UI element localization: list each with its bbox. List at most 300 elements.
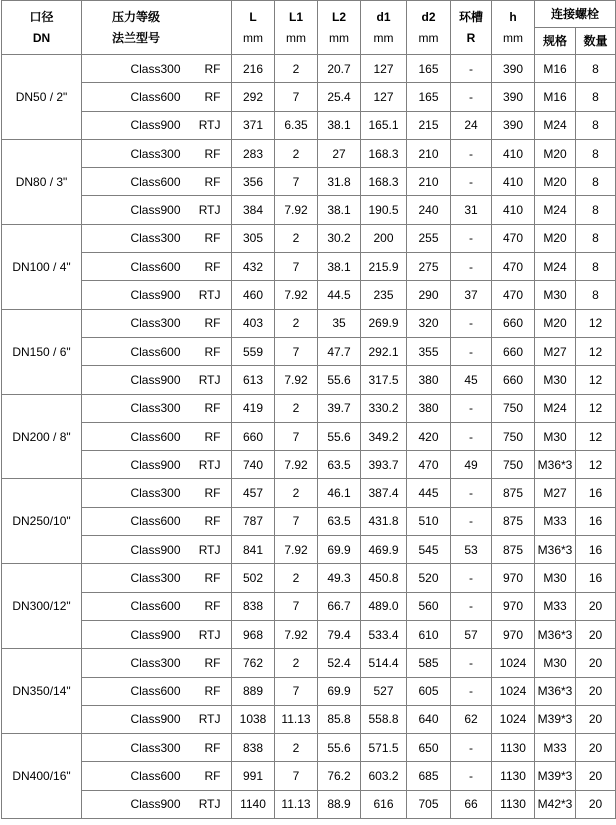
table-row [2, 309, 616, 337]
table-row [2, 507, 616, 535]
cell-bolt: M36*3 [535, 677, 576, 705]
header-h [492, 1, 535, 55]
flange-type: RF [204, 740, 221, 755]
cell-r: 53 [451, 536, 492, 564]
header-bolt: 连接螺栓 [535, 1, 616, 28]
cell-h: 1024 [492, 649, 535, 677]
cell-h: 470 [492, 253, 535, 281]
cell-qty: 12 [576, 422, 616, 450]
cell-bolt: M42*3 [535, 790, 576, 818]
cell-d2: 510 [407, 507, 451, 535]
cell-h: 875 [492, 479, 535, 507]
cell-d2: 215 [407, 111, 451, 139]
table-body [2, 55, 616, 819]
cell-d1: 489.0 [361, 592, 407, 620]
cell-bolt: M39*3 [535, 705, 576, 733]
cell-d2: 650 [407, 734, 451, 762]
pressure-class: Class600 [130, 684, 181, 699]
cell-h: 875 [492, 536, 535, 564]
cell-h: 470 [492, 224, 535, 252]
cell-d1: 558.8 [361, 705, 407, 733]
cell-r: 37 [451, 281, 492, 309]
cell-h: 750 [492, 451, 535, 479]
cell-d2: 605 [407, 677, 451, 705]
cell-d2: 705 [407, 790, 451, 818]
header-d2-label: d2 [421, 10, 436, 24]
table-row [2, 224, 616, 252]
dn-cell: DN400/16" [2, 734, 82, 819]
table-row [2, 677, 616, 705]
pressure-class: Class600 [130, 174, 181, 189]
header-ring [451, 1, 492, 55]
cell-d2: 165 [407, 55, 451, 83]
cell-l: 762 [232, 649, 275, 677]
cell-d1: 168.3 [361, 168, 407, 196]
cell-qty: 12 [576, 451, 616, 479]
table-row [2, 734, 616, 762]
header-h-unit: mm [503, 31, 523, 45]
cell-l2: 47.7 [318, 337, 361, 365]
cell-qty: 16 [576, 479, 616, 507]
cell-h: 1024 [492, 677, 535, 705]
cell-bolt: M36*3 [535, 536, 576, 564]
cell-r: - [451, 337, 492, 365]
flange-class-cell [82, 620, 232, 648]
cell-d1: 349.2 [361, 422, 407, 450]
cell-h: 470 [492, 281, 535, 309]
cell-h: 660 [492, 366, 535, 394]
table-row [2, 83, 616, 111]
cell-qty: 12 [576, 366, 616, 394]
pressure-class: Class900 [130, 288, 181, 303]
flange-class-cell [82, 677, 232, 705]
cell-l2: 69.9 [318, 536, 361, 564]
cell-l1: 2 [275, 564, 318, 592]
cell-h: 410 [492, 168, 535, 196]
cell-d2: 445 [407, 479, 451, 507]
table-row [2, 479, 616, 507]
cell-d1: 190.5 [361, 196, 407, 224]
cell-l2: 66.7 [318, 592, 361, 620]
pressure-class: Class300 [130, 61, 181, 76]
cell-l: 838 [232, 734, 275, 762]
pressure-class: Class600 [130, 344, 181, 359]
cell-qty: 20 [576, 705, 616, 733]
flange-class-cell [82, 253, 232, 281]
cell-d2: 320 [407, 309, 451, 337]
cell-l1: 6.35 [275, 111, 318, 139]
cell-r: 57 [451, 620, 492, 648]
flange-type: RTJ [198, 203, 221, 218]
cell-l1: 2 [275, 649, 318, 677]
cell-bolt: M36*3 [535, 451, 576, 479]
cell-d2: 545 [407, 536, 451, 564]
cell-l2: 76.2 [318, 762, 361, 790]
pressure-class: Class300 [130, 316, 181, 331]
cell-d2: 520 [407, 564, 451, 592]
cell-l2: 38.1 [318, 111, 361, 139]
flange-type: RTJ [198, 118, 221, 133]
cell-r: - [451, 55, 492, 83]
cell-l: 432 [232, 253, 275, 281]
header-L-unit: mm [243, 31, 263, 45]
cell-qty: 8 [576, 139, 616, 167]
cell-d2: 290 [407, 281, 451, 309]
cell-l: 502 [232, 564, 275, 592]
cell-r: 62 [451, 705, 492, 733]
cell-d1: 292.1 [361, 337, 407, 365]
pressure-class: Class600 [130, 769, 181, 784]
table-row [2, 139, 616, 167]
header-L1-unit: mm [286, 31, 306, 45]
cell-l2: 38.1 [318, 196, 361, 224]
dn-cell: DN350/14" [2, 649, 82, 734]
pressure-class: Class300 [130, 231, 181, 246]
cell-bolt: M20 [535, 309, 576, 337]
header-dn-label: 口径 [29, 10, 54, 24]
cell-r: - [451, 83, 492, 111]
cell-l: 838 [232, 592, 275, 620]
table-row [2, 592, 616, 620]
cell-l: 613 [232, 366, 275, 394]
cell-r: - [451, 479, 492, 507]
cell-r: - [451, 394, 492, 422]
flange-type: RF [204, 486, 221, 501]
header-dn [2, 1, 82, 55]
cell-l2: 55.6 [318, 366, 361, 394]
cell-l: 787 [232, 507, 275, 535]
pressure-class: Class300 [130, 740, 181, 755]
cell-l1: 2 [275, 734, 318, 762]
flange-class-cell [82, 111, 232, 139]
flange-type: RF [204, 259, 221, 274]
cell-d1: 317.5 [361, 366, 407, 394]
cell-l2: 49.3 [318, 564, 361, 592]
table-row [2, 422, 616, 450]
header-d1 [361, 1, 407, 55]
flange-type: RF [204, 769, 221, 784]
pressure-class: Class900 [130, 203, 181, 218]
cell-bolt: M27 [535, 479, 576, 507]
cell-qty: 8 [576, 55, 616, 83]
cell-d1: 469.9 [361, 536, 407, 564]
cell-l2: 31.8 [318, 168, 361, 196]
cell-bolt: M30 [535, 281, 576, 309]
flange-type: RTJ [198, 797, 221, 812]
dn-cell: DN200 / 8" [2, 394, 82, 479]
cell-r: 45 [451, 366, 492, 394]
table-row [2, 394, 616, 422]
pressure-class: Class600 [130, 599, 181, 614]
cell-h: 1024 [492, 705, 535, 733]
flange-type: RF [204, 146, 221, 161]
cell-r: - [451, 564, 492, 592]
flange-class-cell [82, 734, 232, 762]
cell-d2: 275 [407, 253, 451, 281]
table-row [2, 55, 616, 83]
table-row [2, 705, 616, 733]
cell-qty: 20 [576, 620, 616, 648]
cell-h: 875 [492, 507, 535, 535]
flange-class-cell [82, 705, 232, 733]
cell-qty: 8 [576, 253, 616, 281]
cell-l1: 7 [275, 422, 318, 450]
cell-h: 390 [492, 55, 535, 83]
header-L2-label: L2 [331, 10, 346, 24]
cell-bolt: M24 [535, 111, 576, 139]
cell-l2: 55.6 [318, 734, 361, 762]
cell-l2: 63.5 [318, 507, 361, 535]
cell-r: - [451, 507, 492, 535]
cell-qty: 8 [576, 168, 616, 196]
flange-class-cell [82, 507, 232, 535]
pressure-class: Class600 [130, 259, 181, 274]
cell-r: 49 [451, 451, 492, 479]
cell-l2: 27 [318, 139, 361, 167]
pressure-class: Class300 [130, 146, 181, 161]
cell-bolt: M20 [535, 224, 576, 252]
cell-d2: 380 [407, 394, 451, 422]
cell-d1: 450.8 [361, 564, 407, 592]
cell-d1: 431.8 [361, 507, 407, 535]
flange-type: RF [204, 514, 221, 529]
dn-cell: DN80 / 3" [2, 139, 82, 224]
cell-h: 1130 [492, 762, 535, 790]
cell-l1: 7 [275, 337, 318, 365]
table-row [2, 168, 616, 196]
cell-l2: 69.9 [318, 677, 361, 705]
cell-l1: 2 [275, 139, 318, 167]
cell-h: 410 [492, 139, 535, 167]
pressure-class: Class600 [130, 89, 181, 104]
cell-l: 356 [232, 168, 275, 196]
cell-r: - [451, 762, 492, 790]
header-h-label: h [509, 10, 517, 24]
cell-bolt: M30 [535, 422, 576, 450]
header-pressure-label: 压力等级 [112, 10, 161, 24]
cell-l: 991 [232, 762, 275, 790]
cell-l2: 38.1 [318, 253, 361, 281]
cell-l2: 88.9 [318, 790, 361, 818]
header-L1 [275, 1, 318, 55]
dn-cell: DN150 / 6" [2, 309, 82, 394]
cell-qty: 20 [576, 734, 616, 762]
cell-l1: 2 [275, 55, 318, 83]
flange-type: RF [204, 599, 221, 614]
cell-l2: 25.4 [318, 83, 361, 111]
cell-bolt: M30 [535, 564, 576, 592]
cell-l: 740 [232, 451, 275, 479]
cell-bolt: M20 [535, 139, 576, 167]
cell-h: 970 [492, 592, 535, 620]
cell-l1: 7.92 [275, 281, 318, 309]
cell-h: 390 [492, 111, 535, 139]
flange-class-cell [82, 196, 232, 224]
flange-class-cell [82, 394, 232, 422]
cell-h: 750 [492, 394, 535, 422]
cell-l: 419 [232, 394, 275, 422]
cell-l: 384 [232, 196, 275, 224]
cell-bolt: M36*3 [535, 620, 576, 648]
flange-type: RF [204, 89, 221, 104]
cell-bolt: M24 [535, 253, 576, 281]
flange-class-cell [82, 55, 232, 83]
cell-l2: 52.4 [318, 649, 361, 677]
cell-r: - [451, 649, 492, 677]
flange-class-cell [82, 479, 232, 507]
cell-r: 24 [451, 111, 492, 139]
cell-d2: 585 [407, 649, 451, 677]
cell-l: 1038 [232, 705, 275, 733]
cell-l1: 7.92 [275, 366, 318, 394]
flange-class-cell [82, 451, 232, 479]
cell-r: - [451, 224, 492, 252]
cell-bolt: M33 [535, 592, 576, 620]
cell-d2: 420 [407, 422, 451, 450]
cell-d1: 235 [361, 281, 407, 309]
cell-l2: 39.7 [318, 394, 361, 422]
pressure-class: Class900 [130, 712, 181, 727]
flange-type: RF [204, 684, 221, 699]
header-dn-sub: DN [32, 31, 51, 45]
cell-d2: 610 [407, 620, 451, 648]
table-row [2, 790, 616, 818]
header-bolt-spec: 规格 [535, 28, 576, 55]
cell-qty: 8 [576, 224, 616, 252]
cell-l1: 2 [275, 309, 318, 337]
cell-l: 457 [232, 479, 275, 507]
flange-type: RF [204, 655, 221, 670]
cell-l2: 85.8 [318, 705, 361, 733]
header-ring-label: 环槽 [458, 10, 483, 24]
pressure-class: Class900 [130, 797, 181, 812]
cell-d1: 269.9 [361, 309, 407, 337]
pressure-class: Class600 [130, 514, 181, 529]
flange-class-cell [82, 536, 232, 564]
cell-l1: 7 [275, 592, 318, 620]
cell-bolt: M16 [535, 83, 576, 111]
cell-d1: 616 [361, 790, 407, 818]
cell-bolt: M20 [535, 168, 576, 196]
table-row [2, 111, 616, 139]
cell-qty: 20 [576, 649, 616, 677]
cell-d1: 215.9 [361, 253, 407, 281]
cell-d2: 640 [407, 705, 451, 733]
cell-l1: 7.92 [275, 620, 318, 648]
cell-l2: 79.4 [318, 620, 361, 648]
header-flange-label: 法兰型号 [112, 31, 161, 45]
cell-d2: 470 [407, 451, 451, 479]
cell-d2: 255 [407, 224, 451, 252]
flange-spec-table [1, 0, 616, 819]
pressure-class: Class900 [130, 372, 181, 387]
flange-type: RTJ [198, 457, 221, 472]
flange-class-cell [82, 139, 232, 167]
pressure-class: Class300 [130, 401, 181, 416]
cell-l1: 2 [275, 394, 318, 422]
flange-type: RF [204, 344, 221, 359]
flange-type: RTJ [198, 288, 221, 303]
flange-class-cell [82, 592, 232, 620]
flange-class-cell [82, 762, 232, 790]
cell-d1: 165.1 [361, 111, 407, 139]
cell-l: 889 [232, 677, 275, 705]
cell-l1: 7 [275, 677, 318, 705]
table-row [2, 253, 616, 281]
cell-d1: 603.2 [361, 762, 407, 790]
table-row [2, 281, 616, 309]
flange-type: RF [204, 570, 221, 585]
cell-r: - [451, 734, 492, 762]
cell-r: - [451, 168, 492, 196]
header-bolt-qty: 数量 [576, 28, 616, 55]
cell-l1: 11.13 [275, 790, 318, 818]
pressure-class: Class300 [130, 570, 181, 585]
cell-h: 970 [492, 564, 535, 592]
pressure-class: Class900 [130, 118, 181, 133]
flange-class-cell [82, 224, 232, 252]
flange-type: RTJ [198, 627, 221, 642]
cell-d1: 168.3 [361, 139, 407, 167]
cell-qty: 20 [576, 592, 616, 620]
cell-bolt: M30 [535, 366, 576, 394]
cell-l2: 44.5 [318, 281, 361, 309]
cell-qty: 20 [576, 790, 616, 818]
flange-class-cell [82, 422, 232, 450]
cell-l: 371 [232, 111, 275, 139]
table-row [2, 536, 616, 564]
header-d1-unit: mm [373, 31, 394, 45]
flange-type: RTJ [198, 712, 221, 727]
table-row [2, 337, 616, 365]
cell-l: 403 [232, 309, 275, 337]
cell-qty: 20 [576, 677, 616, 705]
cell-l2: 30.2 [318, 224, 361, 252]
cell-l1: 2 [275, 479, 318, 507]
cell-d2: 210 [407, 139, 451, 167]
flange-class-cell [82, 337, 232, 365]
cell-d2: 560 [407, 592, 451, 620]
pressure-class: Class600 [130, 429, 181, 444]
cell-qty: 12 [576, 337, 616, 365]
table-row [2, 649, 616, 677]
cell-l: 283 [232, 139, 275, 167]
header-L-label: L [249, 10, 257, 24]
flange-class-cell [82, 366, 232, 394]
cell-l1: 7 [275, 762, 318, 790]
header-d2 [407, 1, 451, 55]
cell-r: - [451, 592, 492, 620]
table-row [2, 451, 616, 479]
cell-d1: 533.4 [361, 620, 407, 648]
cell-d2: 685 [407, 762, 451, 790]
cell-h: 1130 [492, 790, 535, 818]
table-row [2, 366, 616, 394]
cell-d1: 200 [361, 224, 407, 252]
cell-l: 292 [232, 83, 275, 111]
flange-type: RF [204, 231, 221, 246]
header-d2-unit: mm [418, 31, 439, 45]
cell-r: 31 [451, 196, 492, 224]
table-row [2, 564, 616, 592]
cell-qty: 16 [576, 507, 616, 535]
cell-bolt: M24 [535, 394, 576, 422]
header-L1-label: L1 [288, 10, 303, 24]
header-pressure [82, 1, 232, 55]
cell-l: 968 [232, 620, 275, 648]
cell-l1: 7 [275, 507, 318, 535]
cell-qty: 8 [576, 281, 616, 309]
